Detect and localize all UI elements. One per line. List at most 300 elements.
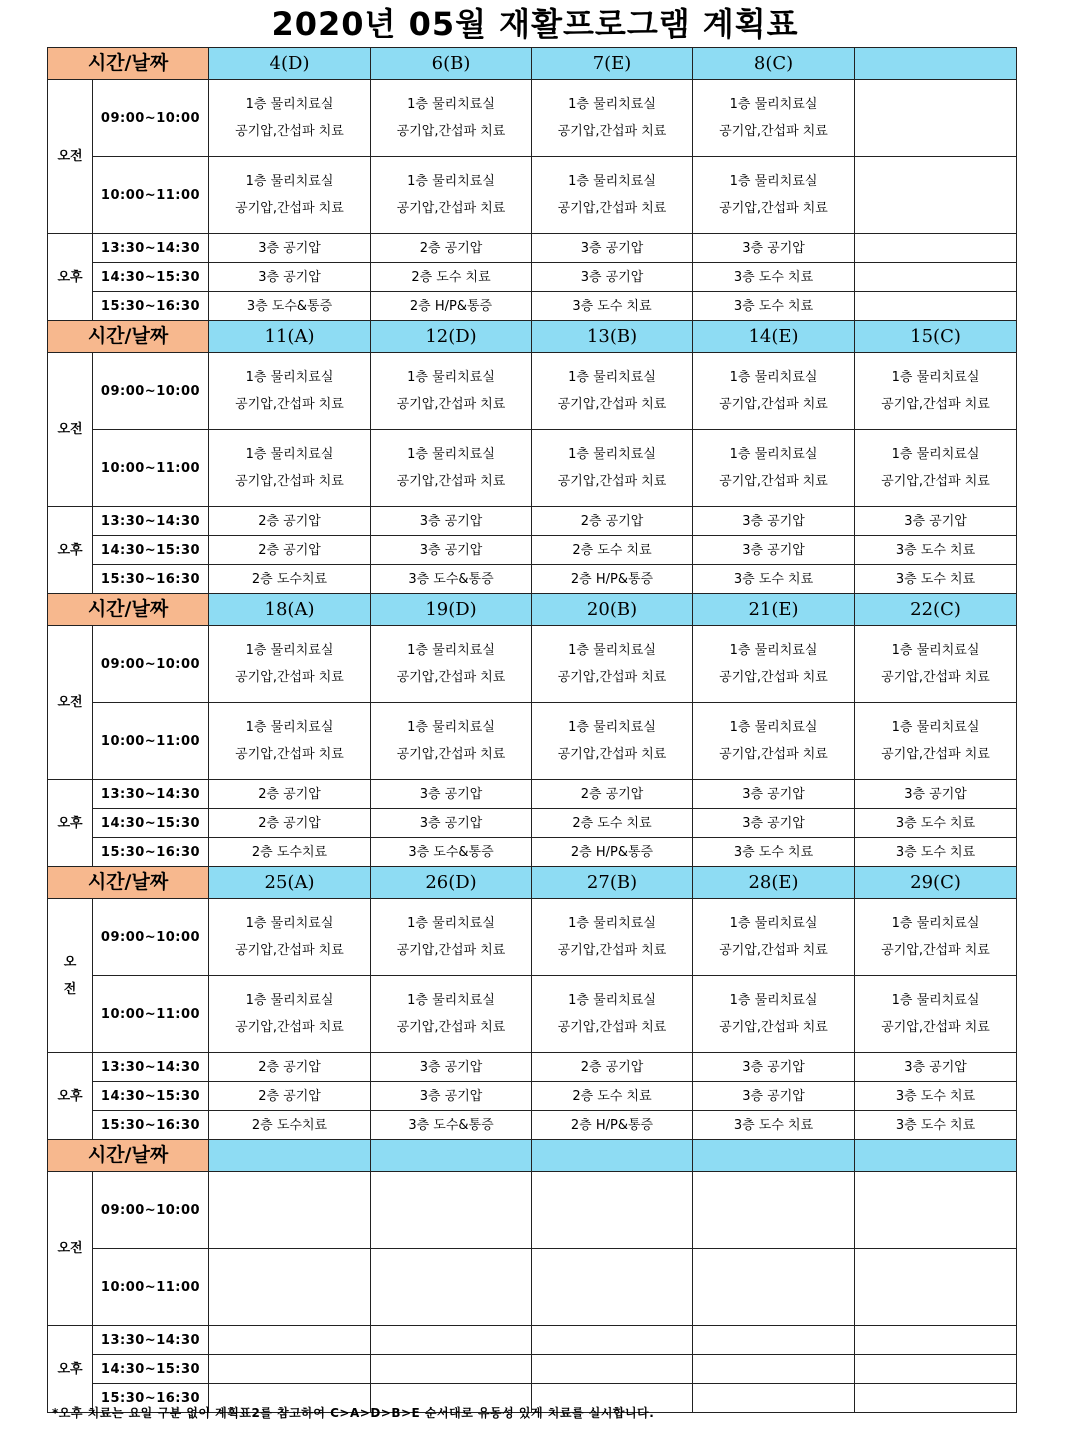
- date-header-cell: 22(C): [855, 594, 1017, 626]
- date-header-cell: [532, 1140, 693, 1172]
- week-header-row: [48, 321, 1017, 353]
- pm-schedule-cell: [855, 234, 1017, 263]
- cell-location: 1층 물리치료실: [568, 720, 656, 735]
- cell-treatment: 공기압,간섭파 치료: [235, 670, 344, 685]
- time-slot-label: 15:30~16:30: [93, 1384, 209, 1413]
- period-am-text: 오전: [57, 695, 83, 710]
- cell-location: 1층 물리치료실: [729, 720, 818, 735]
- cell-treatment: 공기압,간섭파 치료: [396, 670, 506, 685]
- pm-schedule-cell: 3층 도수 치료: [532, 292, 693, 321]
- cell-location: 1층 물리치료실: [568, 643, 656, 658]
- pm-schedule-cell: [855, 1355, 1017, 1384]
- pm-schedule-cell: 2층 공기압: [209, 1082, 371, 1111]
- am-schedule-cell: [693, 899, 855, 976]
- cell-location: 1층 물리치료실: [407, 370, 495, 385]
- pm-schedule-cell: 3층 도수 치료: [693, 292, 855, 321]
- am-schedule-cell: [693, 1172, 855, 1249]
- date-header-cell: 6(B): [371, 48, 532, 80]
- am-schedule-cell: [693, 157, 855, 234]
- am-schedule-cell: [209, 976, 371, 1053]
- pm-schedule-cell: [209, 1355, 371, 1384]
- time-slot-label: 10:00~11:00: [93, 157, 209, 234]
- cell-treatment: 공기압,간섭파 치료: [557, 670, 667, 685]
- am-schedule-cell: [855, 353, 1017, 430]
- pm-schedule-cell: 3층 도수&통증: [371, 1111, 532, 1140]
- time-date-label: 시간/날짜: [48, 1140, 209, 1172]
- time-slot-label: 09:00~10:00: [93, 353, 209, 430]
- period-am-text: 오 전: [63, 954, 77, 997]
- pm-schedule-cell: 2층 공기압: [209, 536, 371, 565]
- cell-treatment: 공기압,간섭파 치료: [719, 670, 828, 685]
- am-row: [48, 1249, 1017, 1326]
- pm-schedule-cell: 2층 도수치료: [209, 838, 371, 867]
- am-schedule-cell: [693, 1249, 855, 1326]
- cell-treatment: 공기압,간섭파 치료: [396, 124, 506, 139]
- pm-schedule-cell: 2층 공기압: [209, 809, 371, 838]
- date-header-cell: 13(B): [532, 321, 693, 353]
- pm-schedule-cell: 3층 도수 치료: [855, 1111, 1017, 1140]
- time-slot-label: 13:30~14:30: [93, 1326, 209, 1355]
- time-date-label: 시간/날짜: [48, 867, 209, 899]
- pm-row: [48, 838, 1017, 867]
- cell-treatment: 공기압,간섭파 치료: [235, 201, 344, 216]
- cell-treatment: 공기압,간섭파 치료: [881, 670, 990, 685]
- period-am-label: [48, 80, 93, 234]
- cell-location: 1층 물리치료실: [568, 370, 656, 385]
- cell-location: 1층 물리치료실: [568, 993, 656, 1008]
- pm-row: [48, 1082, 1017, 1111]
- time-slot-label: 10:00~11:00: [93, 976, 209, 1053]
- cell-treatment: 공기압,간섭파 치료: [235, 747, 344, 762]
- pm-row: [48, 536, 1017, 565]
- pm-schedule-cell: 3층 공기압: [855, 780, 1017, 809]
- am-schedule-cell: [855, 80, 1017, 157]
- am-schedule-cell: [371, 430, 532, 507]
- time-slot-label: 13:30~14:30: [93, 1053, 209, 1082]
- am-schedule-cell: [855, 157, 1017, 234]
- cell-location: 1층 물리치료실: [245, 720, 334, 735]
- pm-row: [48, 780, 1017, 809]
- am-schedule-cell: [532, 1172, 693, 1249]
- am-schedule-cell: [371, 80, 532, 157]
- time-date-label: 시간/날짜: [48, 594, 209, 626]
- period-am-text: 오전: [57, 422, 83, 437]
- period-pm-label: 오후: [48, 507, 93, 594]
- cell-treatment: 공기압,간섭파 치료: [557, 943, 667, 958]
- cell-location: 1층 물리치료실: [891, 916, 980, 931]
- cell-location: 1층 물리치료실: [245, 643, 334, 658]
- pm-schedule-cell: 3층 공기압: [371, 507, 532, 536]
- time-date-label: 시간/날짜: [48, 321, 209, 353]
- pm-schedule-cell: 3층 공기압: [371, 1053, 532, 1082]
- pm-schedule-cell: 2층 공기압: [209, 780, 371, 809]
- cell-location: 1층 물리치료실: [407, 720, 495, 735]
- am-schedule-cell: [209, 899, 371, 976]
- am-schedule-cell: [209, 430, 371, 507]
- cell-treatment: 공기압,간섭파 치료: [881, 943, 990, 958]
- period-pm-label: 오후: [48, 234, 93, 321]
- pm-schedule-cell: 3층 도수 치료: [855, 565, 1017, 594]
- date-header-cell: [209, 1140, 371, 1172]
- am-row: [48, 626, 1017, 703]
- pm-schedule-cell: [209, 1326, 371, 1355]
- period-am-text: 오전: [57, 1241, 83, 1256]
- cell-location: 1층 물리치료실: [891, 643, 980, 658]
- cell-treatment: 공기압,간섭파 치료: [396, 397, 506, 412]
- am-schedule-cell: [532, 703, 693, 780]
- pm-row: [48, 263, 1017, 292]
- pm-row: [48, 1111, 1017, 1140]
- cell-location: 1층 물리치료실: [568, 174, 656, 189]
- time-date-label: 시간/날짜: [48, 48, 209, 80]
- date-header-cell: [371, 1140, 532, 1172]
- pm-row: [48, 1053, 1017, 1082]
- am-schedule-cell: [855, 703, 1017, 780]
- pm-schedule-cell: [371, 1355, 532, 1384]
- pm-schedule-cell: [693, 1384, 855, 1413]
- am-row: [48, 157, 1017, 234]
- cell-treatment: 공기압,간섭파 치료: [719, 474, 828, 489]
- time-slot-label: 13:30~14:30: [93, 234, 209, 263]
- pm-row: [48, 565, 1017, 594]
- am-schedule-cell: [693, 80, 855, 157]
- cell-treatment: 공기압,간섭파 치료: [235, 943, 344, 958]
- pm-schedule-cell: 3층 공기압: [371, 809, 532, 838]
- am-schedule-cell: [855, 626, 1017, 703]
- cell-location: 1층 물리치료실: [729, 370, 818, 385]
- pm-schedule-cell: 2층 H/P&통증: [532, 838, 693, 867]
- cell-treatment: 공기압,간섭파 치료: [235, 124, 344, 139]
- pm-schedule-cell: 2층 도수치료: [209, 565, 371, 594]
- pm-schedule-cell: [532, 1355, 693, 1384]
- time-slot-label: 14:30~15:30: [93, 1355, 209, 1384]
- pm-schedule-cell: 2층 공기압: [532, 1053, 693, 1082]
- date-header-cell: 20(B): [532, 594, 693, 626]
- pm-row: [48, 1326, 1017, 1355]
- cell-location: 1층 물리치료실: [245, 97, 334, 112]
- am-schedule-cell: [855, 976, 1017, 1053]
- pm-schedule-cell: 3층 공기압: [693, 234, 855, 263]
- pm-schedule-cell: 2층 공기압: [532, 780, 693, 809]
- pm-schedule-cell: 2층 도수 치료: [532, 1082, 693, 1111]
- date-header-cell: 28(E): [693, 867, 855, 899]
- cell-location: 1층 물리치료실: [407, 916, 495, 931]
- cell-location: 1층 물리치료실: [729, 993, 818, 1008]
- am-schedule-cell: [371, 353, 532, 430]
- cell-location: 1층 물리치료실: [245, 993, 334, 1008]
- period-am-text: 오전: [57, 149, 83, 164]
- cell-location: 1층 물리치료실: [729, 174, 818, 189]
- am-schedule-cell: [855, 899, 1017, 976]
- am-row: [48, 1172, 1017, 1249]
- am-row: [48, 353, 1017, 430]
- date-header-cell: 29(C): [855, 867, 1017, 899]
- pm-schedule-cell: 3층 공기압: [693, 536, 855, 565]
- am-schedule-cell: [209, 703, 371, 780]
- time-slot-label: 15:30~16:30: [93, 838, 209, 867]
- am-row: [48, 430, 1017, 507]
- am-schedule-cell: [209, 80, 371, 157]
- am-row: [48, 80, 1017, 157]
- cell-location: 1층 물리치료실: [568, 447, 656, 462]
- cell-treatment: 공기압,간섭파 치료: [396, 943, 506, 958]
- pm-schedule-cell: 3층 공기압: [209, 263, 371, 292]
- date-header-cell: [855, 1140, 1017, 1172]
- date-header-cell: 15(C): [855, 321, 1017, 353]
- am-row: [48, 703, 1017, 780]
- pm-schedule-cell: [855, 1384, 1017, 1413]
- cell-treatment: 공기압,간섭파 치료: [557, 124, 667, 139]
- cell-location: 1층 물리치료실: [245, 370, 334, 385]
- pm-schedule-cell: [371, 1326, 532, 1355]
- time-slot-label: 15:30~16:30: [93, 1111, 209, 1140]
- cell-treatment: 공기압,간섭파 치료: [881, 397, 990, 412]
- am-schedule-cell: [532, 353, 693, 430]
- cell-location: 1층 물리치료실: [729, 643, 818, 658]
- pm-schedule-cell: 2층 도수치료: [209, 1111, 371, 1140]
- pm-schedule-cell: 3층 도수 치료: [693, 565, 855, 594]
- time-slot-label: 14:30~15:30: [93, 809, 209, 838]
- pm-schedule-cell: 2층 도수 치료: [532, 809, 693, 838]
- cell-location: 1층 물리치료실: [407, 447, 495, 462]
- cell-treatment: 공기압,간섭파 치료: [235, 474, 344, 489]
- pm-schedule-cell: 3층 공기압: [693, 809, 855, 838]
- date-header-cell: [693, 1140, 855, 1172]
- date-header-cell: 12(D): [371, 321, 532, 353]
- time-slot-label: 09:00~10:00: [93, 1172, 209, 1249]
- am-schedule-cell: [693, 626, 855, 703]
- cell-location: 1층 물리치료실: [891, 720, 980, 735]
- pm-schedule-cell: [855, 263, 1017, 292]
- pm-schedule-cell: 3층 도수 치료: [855, 1082, 1017, 1111]
- pm-schedule-cell: [693, 1355, 855, 1384]
- cell-treatment: 공기압,간섭파 치료: [557, 747, 667, 762]
- am-schedule-cell: [371, 899, 532, 976]
- date-header-cell: 27(B): [532, 867, 693, 899]
- cell-location: 1층 물리치료실: [407, 97, 495, 112]
- period-am-label: [48, 353, 93, 507]
- pm-schedule-cell: 3층 도수 치료: [693, 1111, 855, 1140]
- time-slot-label: 09:00~10:00: [93, 626, 209, 703]
- time-slot-label: 13:30~14:30: [93, 507, 209, 536]
- date-header-cell: 21(E): [693, 594, 855, 626]
- cell-location: 1층 물리치료실: [407, 643, 495, 658]
- time-slot-label: 13:30~14:30: [93, 780, 209, 809]
- pm-schedule-cell: 3층 공기압: [693, 507, 855, 536]
- time-slot-label: 09:00~10:00: [93, 899, 209, 976]
- cell-treatment: 공기압,간섭파 치료: [719, 943, 828, 958]
- pm-schedule-cell: 3층 도수 치료: [855, 809, 1017, 838]
- cell-treatment: 공기압,간섭파 치료: [557, 397, 667, 412]
- period-am-label: [48, 1172, 93, 1326]
- cell-treatment: 공기압,간섭파 치료: [235, 397, 344, 412]
- am-row: [48, 976, 1017, 1053]
- cell-treatment: 공기압,간섭파 치료: [557, 201, 667, 216]
- cell-location: 1층 물리치료실: [891, 993, 980, 1008]
- cell-treatment: 공기압,간섭파 치료: [881, 474, 990, 489]
- cell-treatment: 공기압,간섭파 치료: [881, 1020, 990, 1035]
- am-schedule-cell: [532, 157, 693, 234]
- time-slot-label: 10:00~11:00: [93, 703, 209, 780]
- am-schedule-cell: [209, 1172, 371, 1249]
- time-slot-label: 15:30~16:30: [93, 565, 209, 594]
- am-schedule-cell: [855, 1249, 1017, 1326]
- pm-schedule-cell: 2층 H/P&통증: [532, 565, 693, 594]
- cell-location: 1층 물리치료실: [891, 447, 980, 462]
- period-pm-label: 오후: [48, 780, 93, 867]
- pm-schedule-cell: 2층 도수 치료: [371, 263, 532, 292]
- am-schedule-cell: [693, 353, 855, 430]
- am-schedule-cell: [209, 157, 371, 234]
- pm-schedule-cell: 3층 도수&통증: [371, 838, 532, 867]
- cell-treatment: 공기압,간섭파 치료: [881, 747, 990, 762]
- pm-schedule-cell: 3층 도수 치료: [855, 838, 1017, 867]
- period-am-label: [48, 899, 93, 1053]
- am-schedule-cell: [532, 976, 693, 1053]
- time-slot-label: 14:30~15:30: [93, 536, 209, 565]
- pm-schedule-cell: 3층 공기압: [209, 234, 371, 263]
- cell-treatment: 공기압,간섭파 치료: [235, 1020, 344, 1035]
- am-schedule-cell: [855, 430, 1017, 507]
- cell-location: 1층 물리치료실: [729, 97, 818, 112]
- am-schedule-cell: [371, 1249, 532, 1326]
- am-schedule-cell: [855, 1172, 1017, 1249]
- pm-schedule-cell: 3층 공기압: [693, 1082, 855, 1111]
- pm-schedule-cell: 3층 공기압: [855, 1053, 1017, 1082]
- cell-treatment: 공기압,간섭파 치료: [719, 1020, 828, 1035]
- period-pm-label: 오후: [48, 1053, 93, 1140]
- cell-location: 1층 물리치료실: [891, 370, 980, 385]
- cell-treatment: 공기압,간섭파 치료: [557, 474, 667, 489]
- time-slot-label: 15:30~16:30: [93, 292, 209, 321]
- time-slot-label: 10:00~11:00: [93, 430, 209, 507]
- period-pm-label: 오후: [48, 1326, 93, 1413]
- pm-row: [48, 507, 1017, 536]
- am-schedule-cell: [371, 157, 532, 234]
- cell-treatment: 공기압,간섭파 치료: [719, 124, 828, 139]
- date-header-cell: 4(D): [209, 48, 371, 80]
- am-schedule-cell: [693, 976, 855, 1053]
- pm-schedule-cell: 3층 도수 치료: [855, 536, 1017, 565]
- am-schedule-cell: [693, 430, 855, 507]
- cell-location: 1층 물리치료실: [568, 916, 656, 931]
- pm-row: [48, 234, 1017, 263]
- am-schedule-cell: [371, 703, 532, 780]
- date-header-cell: 18(A): [209, 594, 371, 626]
- cell-location: 1층 물리치료실: [245, 174, 334, 189]
- cell-treatment: 공기압,간섭파 치료: [557, 1020, 667, 1035]
- cell-location: 1층 물리치료실: [245, 916, 334, 931]
- cell-location: 1층 물리치료실: [729, 916, 818, 931]
- cell-treatment: 공기압,간섭파 치료: [396, 474, 506, 489]
- cell-treatment: 공기압,간섭파 치료: [719, 397, 828, 412]
- pm-row: [48, 1355, 1017, 1384]
- week-header-row: [48, 1140, 1017, 1172]
- am-schedule-cell: [532, 626, 693, 703]
- am-schedule-cell: [693, 703, 855, 780]
- pm-schedule-cell: [532, 1326, 693, 1355]
- pm-schedule-cell: 3층 공기압: [371, 536, 532, 565]
- date-header-cell: 11(A): [209, 321, 371, 353]
- pm-schedule-cell: [693, 1326, 855, 1355]
- footnote: *오후 치료는 요일 구분 없이 계획표2를 참고하여 C>A>D>B>E 순서대로 유동성 있게 치료를 실시합니다.: [52, 1406, 655, 1420]
- cell-location: 1층 물리치료실: [407, 174, 495, 189]
- pm-schedule-cell: 2층 공기압: [532, 507, 693, 536]
- cell-location: 1층 물리치료실: [729, 447, 818, 462]
- cell-location: 1층 물리치료실: [407, 993, 495, 1008]
- date-header-cell: 25(A): [209, 867, 371, 899]
- cell-treatment: 공기압,간섭파 치료: [396, 1020, 506, 1035]
- date-header-cell: 19(D): [371, 594, 532, 626]
- pm-row: [48, 292, 1017, 321]
- time-slot-label: 14:30~15:30: [93, 1082, 209, 1111]
- time-slot-label: 10:00~11:00: [93, 1249, 209, 1326]
- time-slot-label: 14:30~15:30: [93, 263, 209, 292]
- pm-schedule-cell: 3층 도수 치료: [693, 838, 855, 867]
- am-schedule-cell: [532, 430, 693, 507]
- am-schedule-cell: [532, 1249, 693, 1326]
- page-title: 2020년 05월 재활프로그램 계획표: [271, 5, 799, 43]
- schedule-table: [47, 47, 1017, 1413]
- pm-schedule-cell: 2층 H/P&통증: [532, 1111, 693, 1140]
- am-row: [48, 899, 1017, 976]
- pm-schedule-cell: 3층 공기압: [855, 507, 1017, 536]
- pm-schedule-cell: 3층 도수 치료: [693, 263, 855, 292]
- pm-schedule-cell: [855, 292, 1017, 321]
- date-header-cell: [855, 48, 1017, 80]
- pm-row: [48, 809, 1017, 838]
- pm-schedule-cell: 2층 도수 치료: [532, 536, 693, 565]
- pm-schedule-cell: [855, 1326, 1017, 1355]
- am-schedule-cell: [371, 626, 532, 703]
- pm-schedule-cell: 2층 공기압: [371, 234, 532, 263]
- pm-schedule-cell: 2층 공기압: [209, 1053, 371, 1082]
- cell-location: 1층 물리치료실: [245, 447, 334, 462]
- pm-schedule-cell: 3층 공기압: [532, 234, 693, 263]
- pm-schedule-cell: 2층 H/P&통증: [371, 292, 532, 321]
- cell-treatment: 공기압,간섭파 치료: [719, 201, 828, 216]
- date-header-cell: 8(C): [693, 48, 855, 80]
- am-schedule-cell: [371, 976, 532, 1053]
- week-header-row: [48, 594, 1017, 626]
- date-header-cell: 14(E): [693, 321, 855, 353]
- am-schedule-cell: [532, 899, 693, 976]
- pm-schedule-cell: 3층 도수&통증: [371, 565, 532, 594]
- date-header-cell: 26(D): [371, 867, 532, 899]
- week-header-row: [48, 867, 1017, 899]
- pm-schedule-cell: 3층 공기압: [532, 263, 693, 292]
- pm-schedule-cell: 3층 공기압: [371, 1082, 532, 1111]
- am-schedule-cell: [209, 626, 371, 703]
- am-schedule-cell: [209, 353, 371, 430]
- period-am-label: [48, 626, 93, 780]
- time-slot-label: 09:00~10:00: [93, 80, 209, 157]
- am-schedule-cell: [209, 1249, 371, 1326]
- am-schedule-cell: [371, 1172, 532, 1249]
- pm-schedule-cell: 3층 공기압: [371, 780, 532, 809]
- pm-schedule-cell: 3층 공기압: [693, 780, 855, 809]
- pm-schedule-cell: 3층 공기압: [693, 1053, 855, 1082]
- pm-schedule-cell: 3층 도수&통증: [209, 292, 371, 321]
- week-header-row: [48, 48, 1017, 80]
- pm-schedule-cell: 2층 공기압: [209, 507, 371, 536]
- cell-treatment: 공기압,간섭파 치료: [719, 747, 828, 762]
- date-header-cell: 7(E): [532, 48, 693, 80]
- cell-treatment: 공기압,간섭파 치료: [396, 201, 506, 216]
- am-schedule-cell: [532, 80, 693, 157]
- cell-treatment: 공기압,간섭파 치료: [396, 747, 506, 762]
- cell-location: 1층 물리치료실: [568, 97, 656, 112]
